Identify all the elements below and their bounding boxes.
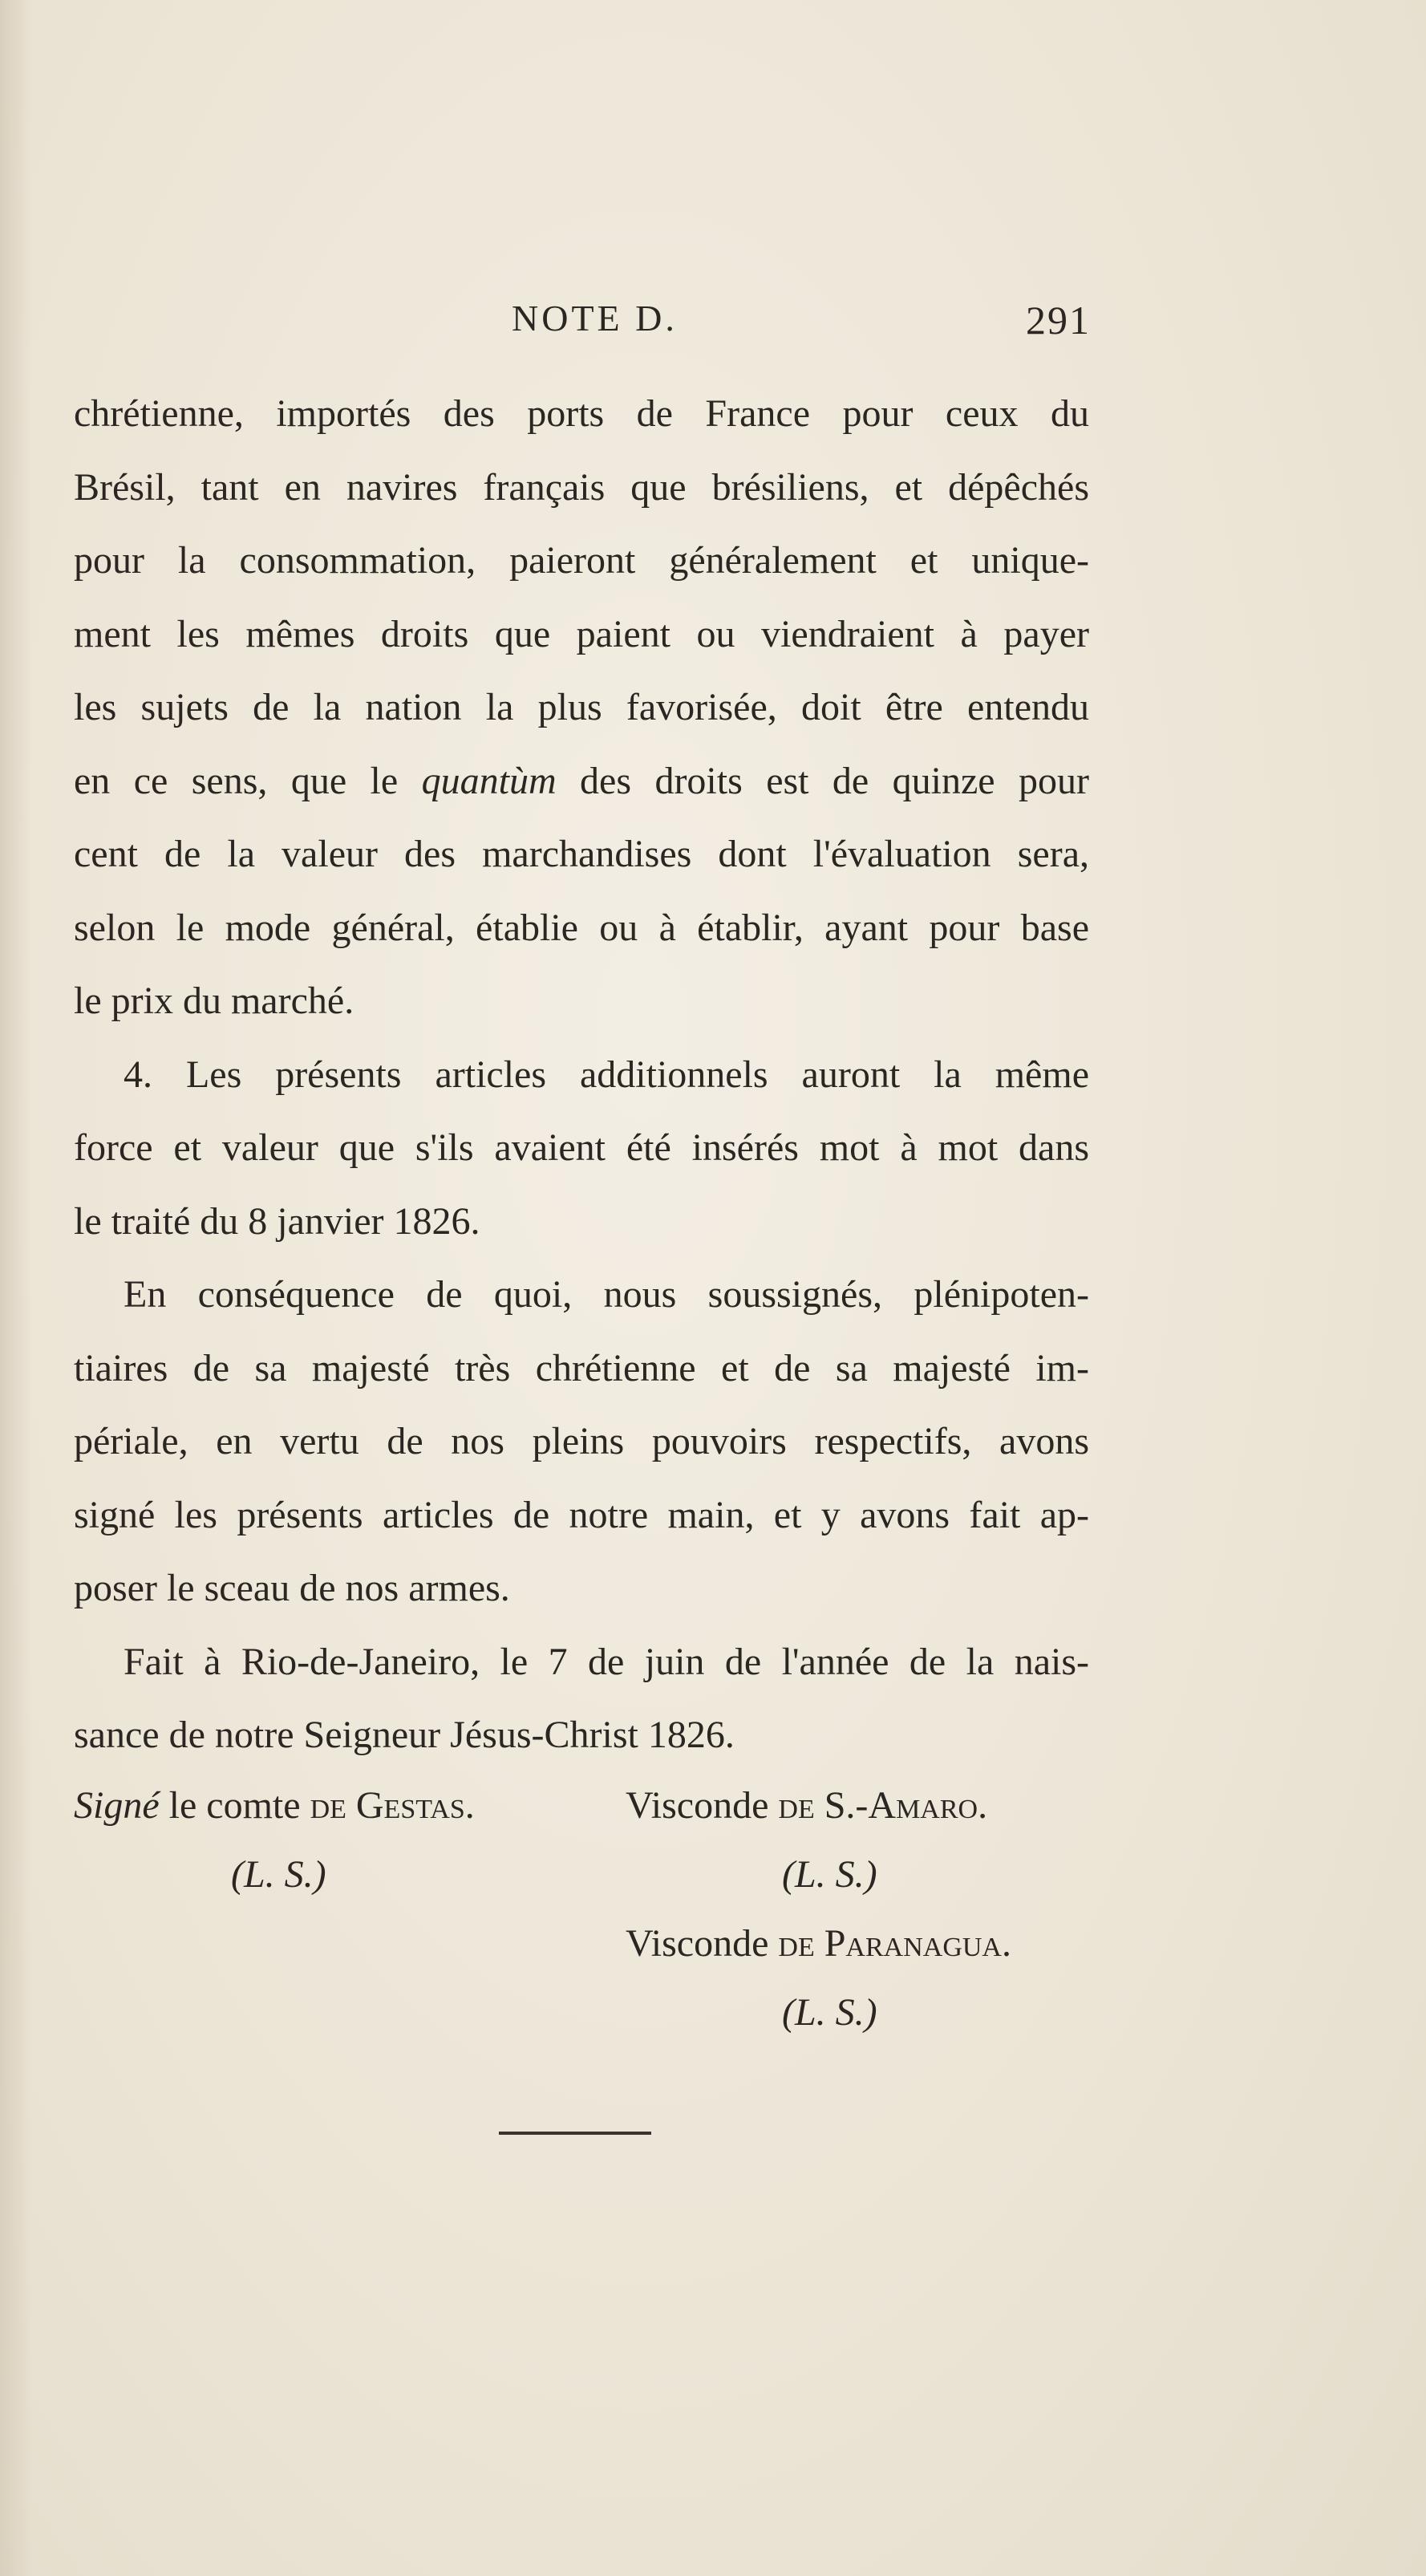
page-number: 291	[1026, 298, 1091, 343]
text-line: chrétienne, importés des ports de France pour ceux du	[74, 392, 1089, 435]
text-line: le traité du 8 janvier 1826.	[74, 1199, 480, 1243]
text-line: ment les mêmes droits que paient ou viendraient à payer	[74, 612, 1089, 655]
text-line: les sujets de la nation la plus favorisée, doit être entendu	[74, 686, 1089, 728]
signature-row	[74, 1783, 1089, 1852]
text-line: En conséquence de quoi, nous soussignés, plénipoten-	[124, 1273, 1089, 1316]
signatory-name: de S.-Amaro.	[778, 1784, 988, 1827]
text-line: périale, en vertu de nos pleins pouvoirs respectifs, avons	[74, 1420, 1089, 1462]
seal-mark: (L. S.)	[231, 1853, 326, 1896]
text-fragment: des droits est de quinze pour	[556, 759, 1090, 802]
signed-word: Signé	[74, 1784, 160, 1827]
text-line: tiaires de sa majesté très chrétienne et de sa majesté im-	[74, 1346, 1089, 1389]
text-line	[74, 744, 1089, 818]
text-line: Brésil, tant en navires français que brésiliens, et dépêchés	[74, 465, 1089, 509]
body-text	[74, 377, 1089, 1772]
signatory-name: de Gestas.	[310, 1784, 475, 1827]
text-line: force et valeur que s'ils avaient été insérés mot à mot dans	[74, 1126, 1089, 1169]
text-line: cent de la valeur des marchandises dont l'évaluation sera,	[74, 833, 1089, 875]
text-line: poser le sceau de nos armes.	[74, 1567, 510, 1609]
page-header	[72, 297, 1091, 361]
text-line: selon le mode général, établie ou à établir, ayant pour base	[74, 906, 1089, 949]
signature-gestas: Signé le comte de Gestas.	[74, 1784, 475, 1827]
signatory-name: de Paranagua.	[778, 1922, 1011, 1965]
text-line: pour la consommation, paieront généralement et unique-	[74, 539, 1089, 582]
signature-row	[74, 1921, 1089, 1990]
text-line: Fait à Rio-de-Janeiro, le 7 de juin de l'année de la nais-	[124, 1640, 1089, 1683]
signature-paranagua: Visconde de Paranagua.	[626, 1922, 1011, 1965]
seal-row	[74, 1852, 1089, 1921]
text-line: sance de notre Seigneur Jésus-Christ 1826.	[74, 1714, 735, 1756]
seal-mark: (L. S.)	[782, 1991, 877, 2034]
seal-mark: (L. S.)	[782, 1853, 877, 1896]
italic-term-quantum: quantùm	[421, 759, 557, 802]
seal-row	[74, 1990, 1089, 2059]
text-line: 4. Les présents articles additionnels auront la même	[124, 1053, 1089, 1096]
signature-block	[74, 1783, 1089, 2059]
text-fragment: en ce sens, que le	[74, 759, 422, 802]
page-gutter-shadow	[0, 0, 32, 2576]
running-head: NOTE D.	[512, 298, 678, 339]
signature-amaro: Visconde de S.-Amaro.	[626, 1784, 988, 1827]
closing-rule	[499, 2132, 651, 2135]
text-line: signé les présents articles de notre main, et y avons fait ap-	[74, 1493, 1089, 1536]
text-line: le prix du marché.	[74, 980, 354, 1022]
